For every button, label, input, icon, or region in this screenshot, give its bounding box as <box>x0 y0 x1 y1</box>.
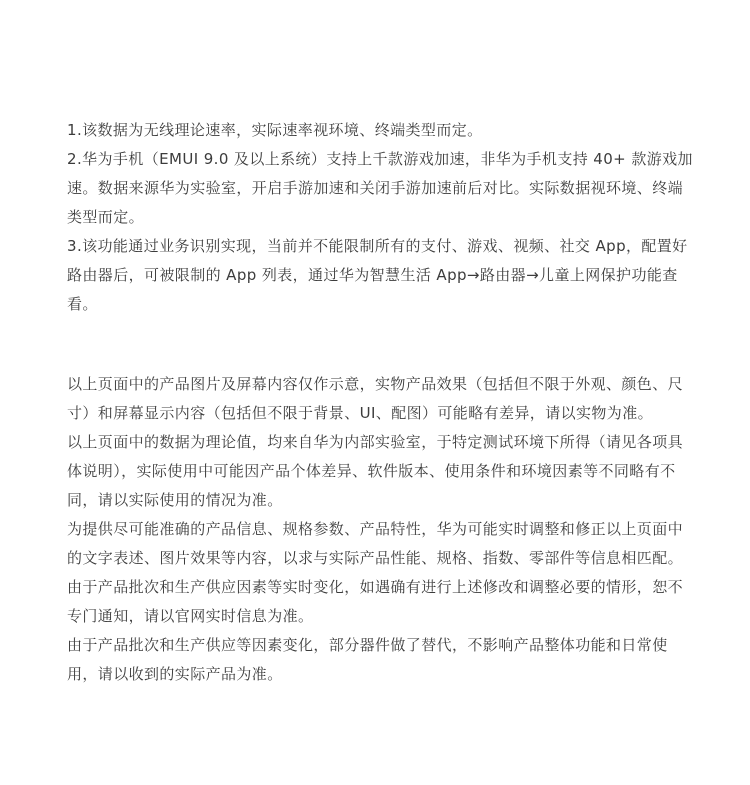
disclaimer-revision-notice: 为提供尽可能准确的产品信息、规格参数、产品特性，华为可能实时调整和修正以上页面中的文字表述、图片效果等内容，以求与实际产品性能、规格、指数、零部件等信息相匹配。由于产品批次和生产供应因素等实时变化，如遇确有进行上述修改和调整必要的情形，恕不专门通知，请以官网实时信息为准。 <box>67 520 684 625</box>
footnote-3: 3.该功能通过业务识别实现，当前并不能限制所有的支付、游戏、视频、社交 App，配置好路由器后，可被限制的 App 列表，通过华为智慧生活 App→路由器→儿童上网保护功能查看。 <box>67 237 688 313</box>
footnote-1: 1.该数据为无线理论速率，实际速率视环境、终端类型而定。 <box>67 121 483 139</box>
disclaimer-data-notice: 以上页面中的数据为理论值，均来自华为内部实验室，于特定测试环境下所得（请见各项具体说明），实际使用中可能因产品个体差异、软件版本、使用条件和环境因素等不同略有不同，请以实际使用的情况为准。 <box>67 433 684 509</box>
disclaimer-section <box>67 370 697 689</box>
disclaimer-image-notice: 以上页面中的产品图片及屏幕内容仅作示意，实物产品效果（包括但不限于外观、颜色、尺寸）和屏幕显示内容（包括但不限于背景、UI、配图）可能略有差异，请以实物为准。 <box>67 375 684 422</box>
footnote-2: 2.华为手机（EMUI 9.0 及以上系统）支持上千款游戏加速，非华为手机支持 40+ 款游戏加速。数据来源华为实验室，开启手游加速和关闭手游加速前后对比。实际数据视环境、终端类型而定。 <box>67 150 693 226</box>
footnotes-section <box>67 116 697 319</box>
disclaimer-component-notice: 由于产品批次和生产供应等因素变化，部分器件做了替代，不影响产品整体功能和日常使用，请以收到的实际产品为准。 <box>67 636 668 683</box>
